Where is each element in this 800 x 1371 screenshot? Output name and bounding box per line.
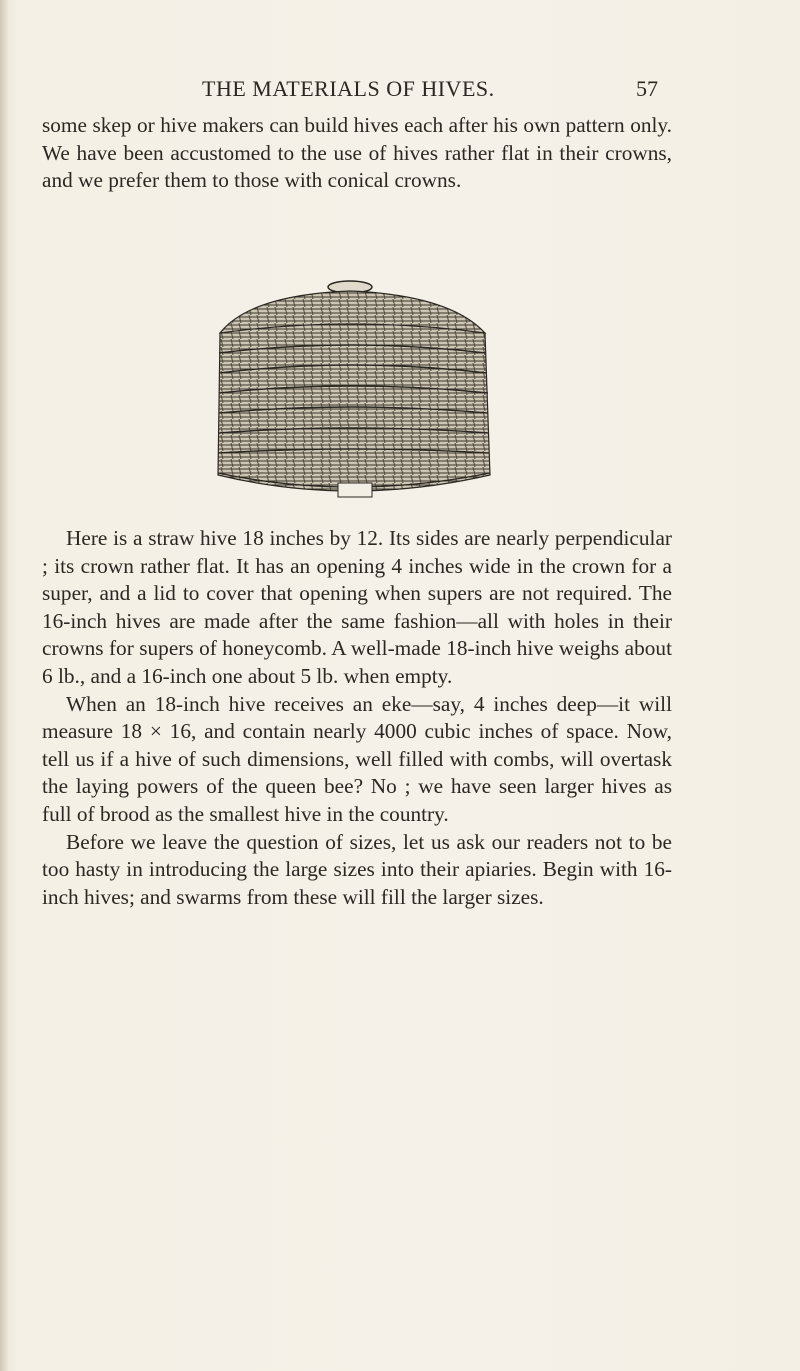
straw-hive-figure	[210, 275, 495, 505]
text-block-top	[42, 112, 672, 195]
paragraph: When an 18-inch hive receives an eke—say, 4 inches deep—it will measure 18 × 16, and contain nearly 4000 cubic inches of space. Now, tell us if a hive of such dimensions, well filled with combs, will overtask the laying powers of the queen bee? No ; we have seen larger hives as full of brood as the smallest hive in the country.	[42, 691, 672, 826]
paragraph: some skep or hive makers can build hives each after his own pattern only. We have been accustomed to the use of hives rather flat in their crowns, and we prefer them to those with conical crowns.	[42, 113, 672, 193]
paragraph: Before we leave the question of sizes, let us ask our readers not to be too hasty in introducing the large sizes into their apiaries. Begin with 16-inch hives; and swarms from these will fill the larger sizes.	[42, 829, 672, 909]
page-number: 57	[636, 76, 658, 101]
page-header	[42, 76, 658, 106]
running-head: THE MATERIALS OF HIVES.	[202, 76, 495, 101]
paragraph: Here is a straw hive 18 inches by 12. Its sides are nearly perpendicular ; its crown rather flat. It has an opening 4 inches wide in the crown for a super, and a lid to cover that opening when supers are not required. The 16-inch hives are made after the same fashion—all with holes in their crowns for supers of honeycomb. A well-made 18-inch hive weighs about 6 lb., and a 16-inch one about 5 lb. when empty.	[42, 526, 672, 688]
text-block-bottom	[42, 525, 672, 911]
straw-hive-illustration-icon	[210, 275, 495, 505]
page-spine-shadow	[0, 0, 8, 1371]
